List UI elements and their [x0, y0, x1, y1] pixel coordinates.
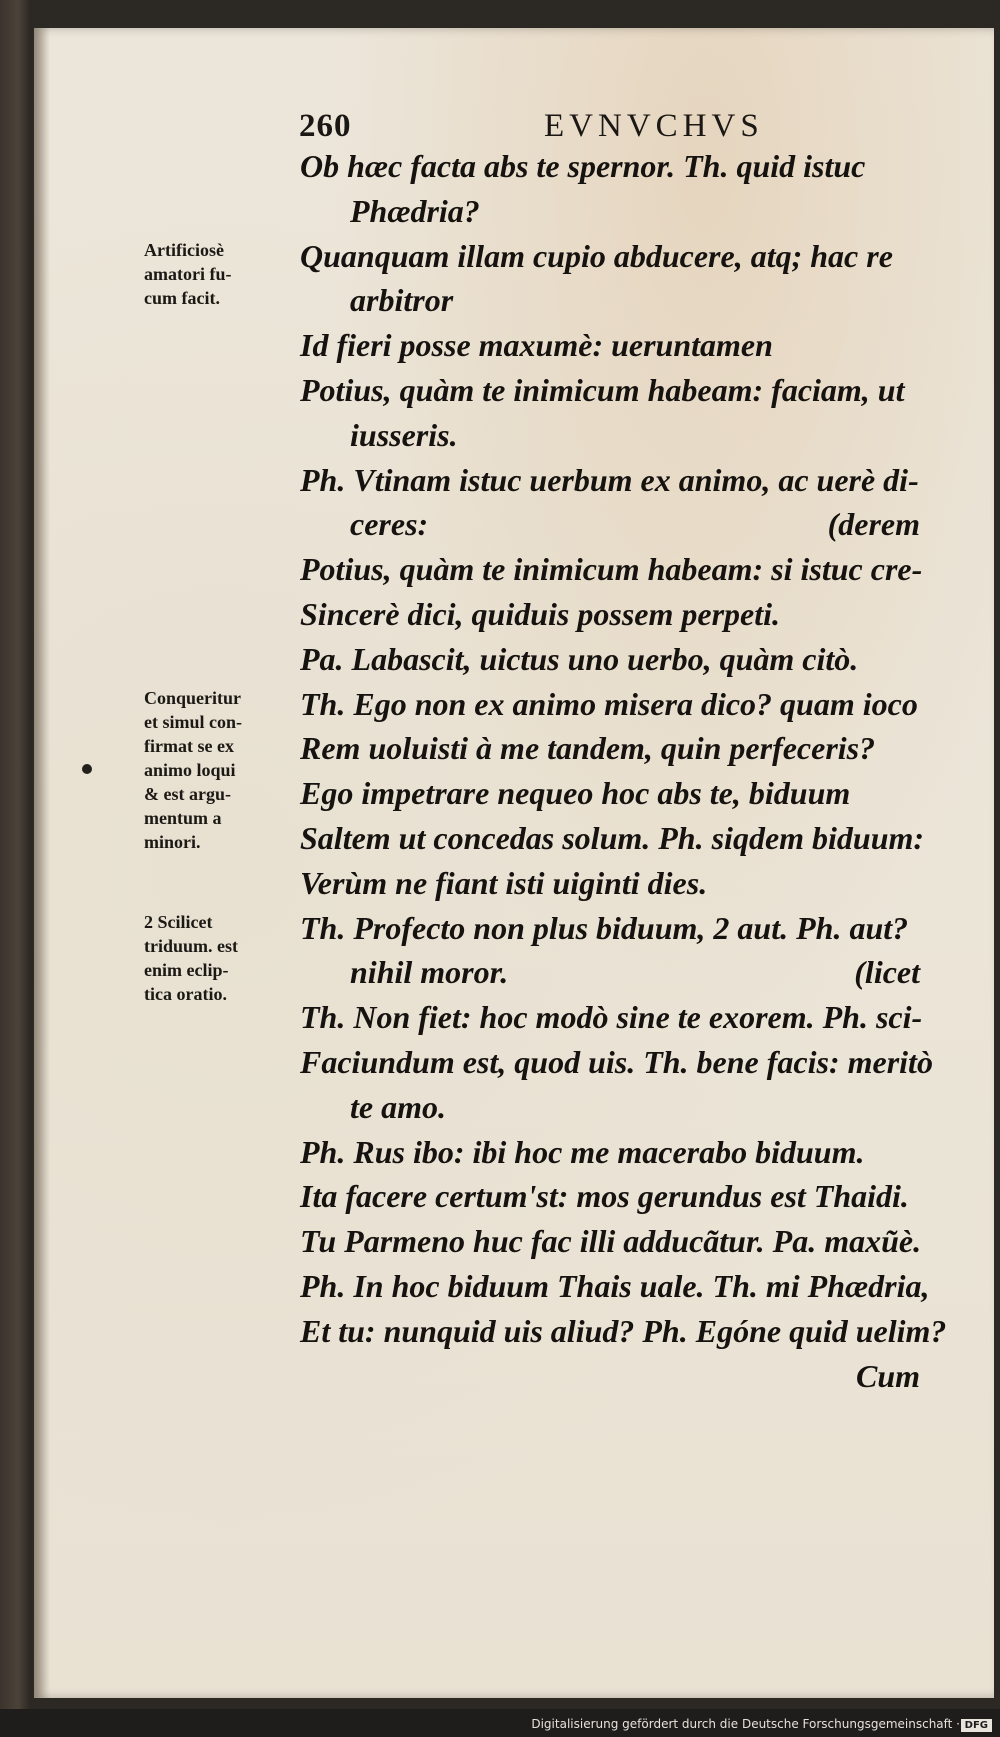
text-line: [300, 592, 920, 637]
text-line: [300, 861, 920, 906]
marginal-note-line: mentum a: [144, 807, 222, 828]
text-line: [300, 278, 920, 323]
book-page: [34, 28, 994, 1698]
line-text: Ph. Vtinam istuc uerbum ex animo, ac uerè di-: [300, 461, 919, 498]
marginal-note-line: 2 Scilicet: [144, 911, 213, 932]
marginal-note: [144, 910, 304, 1006]
text-line: [300, 547, 923, 592]
text-line: [300, 1219, 920, 1264]
text-line: [300, 637, 920, 682]
text-line: [300, 189, 920, 234]
text-line: [300, 1130, 920, 1175]
marginal-note-line: triduum. est: [144, 935, 238, 956]
line-text: Ph. Rus ibo: ibi hoc me macerabo biduum.: [300, 1133, 865, 1170]
text-line: [300, 906, 920, 951]
line-text: Potius, quàm te inimicum habeam: si istuc cre-: [300, 551, 923, 588]
line-text: Ita facere certum'st: mos gerundus est Thaidi.: [300, 1178, 909, 1215]
footer-bar: [0, 1709, 1000, 1737]
line-text: Ego impetrare nequeo hoc abs te, biduum: [300, 775, 851, 812]
text-line: [300, 502, 920, 547]
marginal-note-line: Artificiosè: [144, 239, 224, 260]
marginal-note-line: amatori fu-: [144, 263, 232, 284]
marginal-note-line: cum facit.: [144, 287, 220, 308]
dfg-logo: DFG: [961, 1719, 992, 1732]
line-turnover: (derem: [827, 506, 920, 543]
line-text: Et tu: nunquid uis aliud? Ph. Egóne quid uelim?: [300, 1312, 947, 1349]
text-line: [300, 368, 920, 413]
line-text: Potius, quàm te inimicum habeam: faciam, ut: [300, 371, 905, 408]
line-text: Th. Ego non ex animo misera dico? quam ioco: [300, 685, 918, 722]
text-line: [300, 144, 920, 189]
line-text: Id fieri posse maxumè: ueruntamen: [300, 327, 773, 364]
line-text: Sincerè dici, quiduis possem perpeti.: [300, 595, 780, 632]
line-text: arbitror: [350, 282, 454, 319]
line-text: iusseris.: [350, 416, 458, 453]
line-text: Ob hæc facta abs te spernor. Th. quid istuc: [300, 148, 866, 184]
page-number: 260: [299, 108, 352, 144]
marginal-note-line: & est argu-: [144, 783, 231, 804]
text-line: [300, 1174, 920, 1219]
text-line: [300, 1040, 933, 1085]
marginal-note-line: Conqueritur: [144, 687, 242, 708]
text-line: [300, 726, 920, 771]
line-text: nihil moror.: [350, 954, 509, 991]
line-text: Verùm ne fiant isti uiginti dies.: [300, 864, 708, 901]
footer-credit: Digitalisierung gefördert durch die Deutsche Forschungsgemeinschaft ·: [531, 1717, 960, 1731]
line-text: Ph. In hoc biduum Thais uale. Th. mi Phædria,: [300, 1267, 930, 1304]
line-turnover: (licet: [854, 954, 920, 991]
line-text: te amo.: [350, 1088, 446, 1125]
line-text: Th. Non fiet: hoc modò sine te exorem. Ph. sci-: [300, 999, 923, 1036]
line-text: Pa. Labascit, uictus uno uerbo, quàm citò.: [300, 640, 859, 677]
main-text: [300, 144, 947, 1398]
text-line: [300, 771, 920, 816]
line-text: Tu Parmeno huc fac illi adducãtur. Pa. maxũè.: [300, 1223, 922, 1260]
marginal-note: [144, 238, 304, 310]
line-text: ceres:: [350, 506, 429, 543]
line-text: Faciundum est, quod uis. Th. bene facis: meritò: [300, 1043, 933, 1080]
marginal-note-line: firmat se ex: [144, 735, 234, 756]
line-text: Phædria?: [350, 192, 480, 229]
marginal-note-line: tica oratio.: [144, 983, 227, 1004]
marginal-note: [144, 686, 304, 854]
line-text: Saltem ut concedas solum. Ph. siqdem biduum:: [300, 819, 925, 856]
line-turnover: Cum: [855, 1357, 920, 1394]
text-line: [300, 1354, 920, 1399]
text-line: [300, 995, 923, 1040]
page-gutter-shadow: [34, 28, 50, 1698]
marginal-note-line: animo loqui: [144, 759, 236, 780]
text-line: [300, 1309, 947, 1354]
text-line: [300, 458, 920, 503]
text-line: [300, 234, 920, 279]
text-line: [300, 950, 920, 995]
text-line: [300, 816, 925, 861]
line-text: Rem uoluisti à me tandem, quin perfeceris?: [300, 730, 876, 767]
line-text: Th. Profecto non plus biduum, 2 aut. Ph. aut?: [300, 909, 909, 946]
text-line: [300, 1264, 930, 1309]
text-line: [300, 1085, 920, 1130]
marginal-note-line: et simul con-: [144, 711, 242, 732]
text-line: [300, 323, 920, 368]
marginal-note-line: enim eclip-: [144, 959, 229, 980]
margin-dot: [82, 764, 92, 774]
text-line: [300, 413, 920, 458]
text-line: [300, 682, 920, 727]
marginal-note-line: minori.: [144, 831, 201, 852]
running-title: EVNVCHVS: [544, 108, 764, 144]
line-text: Quanquam illam cupio abducere, atq; hac re: [300, 237, 893, 274]
